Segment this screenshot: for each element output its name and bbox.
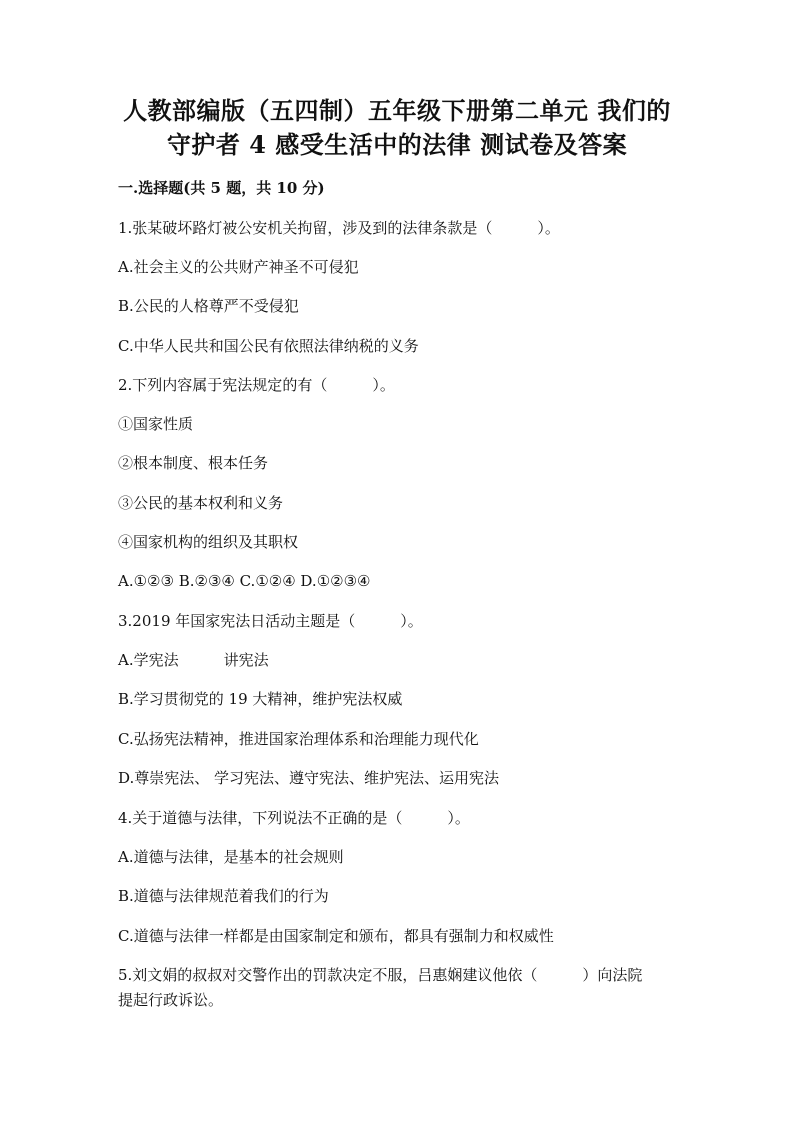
question-2-choices: A.①②③ B.②③④ C.①②④ D.①②③④	[118, 572, 371, 590]
question-1-option-c: C.中华人民共和国公民有依照法律纳税的义务	[118, 337, 419, 355]
question-3-stem: 3.2019 年国家宪法日活动主题是（ ）。	[118, 612, 423, 630]
question-5-stem-line-2: 提起行政诉讼。	[118, 991, 224, 1009]
question-3-option-c: C.弘扬宪法精神，推进国家治理体系和治理能力现代化	[118, 730, 479, 748]
question-4-stem: 4.关于道德与法律，下列说法不正确的是（ ）。	[118, 809, 470, 827]
question-4-option-c: C.道德与法律一样都是由国家制定和颁布，都具有强制力和权威性	[118, 927, 554, 945]
question-2-item-4: ④国家机构的组织及其职权	[118, 533, 299, 551]
document-title-line-1: 人教部编版（五四制）五年级下册第二单元 我们的	[123, 96, 671, 125]
document-title-line-2: 守护者 4 感受生活中的法律 测试卷及答案	[166, 130, 628, 159]
question-3-option-d: D.尊崇宪法、 学习宪法、遵守宪法、维护宪法、运用宪法	[118, 769, 500, 787]
question-4-option-b: B.道德与法律规范着我们的行为	[118, 887, 329, 905]
question-1-stem: 1.张某破坏路灯被公安机关拘留，涉及到的法律条款是（ ）。	[118, 219, 560, 237]
question-3-option-a: A.学宪法 讲宪法	[118, 651, 269, 669]
question-1-option-b: B.公民的人格尊严不受侵犯	[118, 297, 299, 315]
question-2-stem: 2.下列内容属于宪法规定的有（ ）。	[118, 376, 395, 394]
section-heading: 一.选择题(共 5 题，共 10 分)	[118, 179, 325, 197]
question-2-item-3: ③公民的基本权利和义务	[118, 494, 284, 512]
question-4-option-a: A.道德与法律，是基本的社会规则	[118, 848, 344, 866]
question-2-item-2: ②根本制度、根本任务	[118, 454, 269, 472]
question-5-stem-line-1: 5.刘文娟的叔叔对交警作出的罚款决定不服，吕惠娴建议他依（ ）向法院	[118, 966, 643, 984]
question-3-option-b: B.学习贯彻党的 19 大精神，维护宪法权威	[118, 690, 403, 708]
question-2-item-1: ①国家性质	[118, 415, 194, 433]
question-1-option-a: A.社会主义的公共财产神圣不可侵犯	[118, 258, 359, 276]
